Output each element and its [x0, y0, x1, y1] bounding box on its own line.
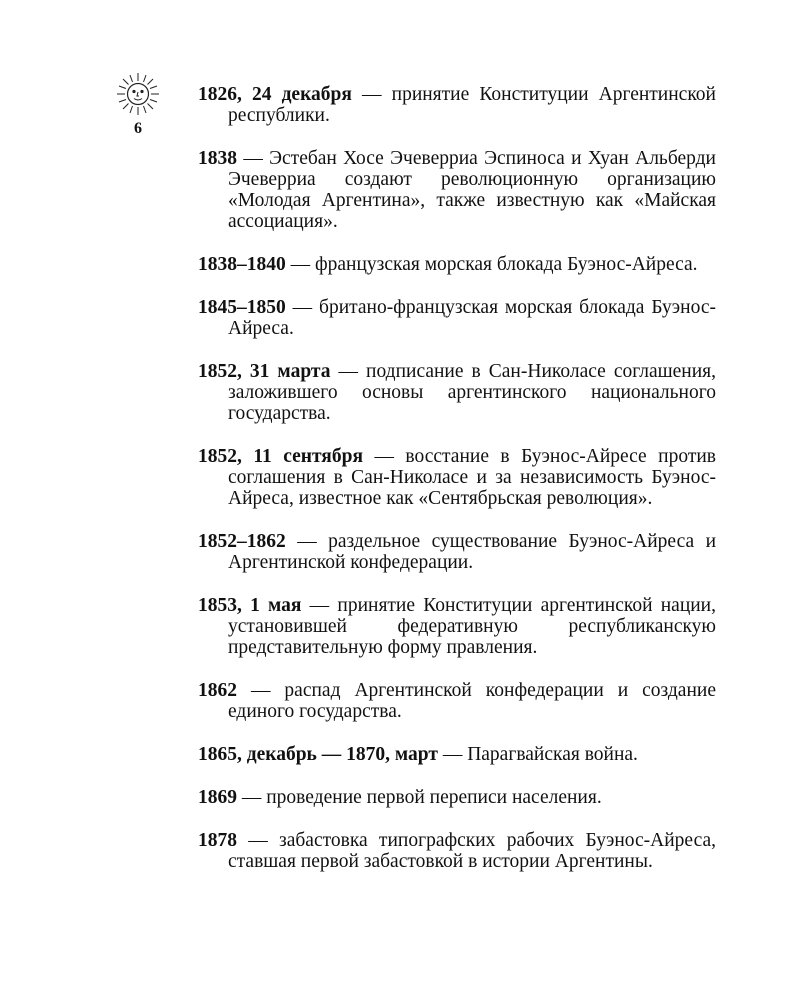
entry-text: — забастовка типографских рабочих Буэнос-Айреса, ставшая первой забастовкой в истории Аргентины. [228, 830, 716, 872]
chronology-entry [198, 680, 716, 722]
entry-text: — принятие Конституции аргентинской нации, установившей федеративную республиканскую представительную форму правления. [228, 595, 716, 658]
chronology-entry [198, 361, 716, 424]
chronology-list [198, 84, 716, 894]
entry-date: 1826, 24 декабря [198, 84, 352, 105]
entry-text: — распад Аргентинской конфедерации и создание единого государства. [228, 680, 716, 722]
entry-text: — Парагвайская война. [437, 744, 638, 765]
chronology-entry [198, 446, 716, 509]
chronology-entry [198, 744, 716, 765]
entry-date: 1852–1862 [198, 531, 286, 552]
entry-date: 1838 [198, 148, 237, 169]
entry-date: 1878 [198, 830, 237, 851]
entry-text: — Эстебан Хосе Эчеверриа Эспиноса и Хуан Альберди Эчеверриа создают революционную организацию «Молодая Аргентина», также известную как «Майская ассоциация». [228, 148, 716, 232]
entry-text: — принятие Конституции Аргентинской республики. [228, 84, 716, 126]
entry-text: — британо-французская морская блокада Буэнос-Айреса. [228, 297, 716, 339]
entry-date: 1852, 31 марта [198, 361, 331, 382]
entry-date: 1862 [198, 680, 237, 701]
sun-icon [116, 72, 160, 116]
chronology-entry [198, 595, 716, 658]
entry-date: 1865, декабрь — 1870, март [198, 744, 438, 765]
entry-date: 1838–1840 [198, 254, 286, 275]
entry-date: 1853, 1 мая [198, 595, 302, 616]
entry-text: — французская морская блокада Буэнос-Айреса. [285, 254, 698, 275]
chronology-entry [198, 84, 716, 126]
entry-date: 1845–1850 [198, 297, 286, 318]
chronology-entry [198, 787, 716, 808]
entry-text: — проведение первой переписи населения. [237, 787, 602, 808]
entry-text: — раздельное существование Буэнос-Айреса и Аргентинской конфедерации. [228, 531, 716, 573]
chronology-entry [198, 254, 716, 275]
chronology-entry [198, 297, 716, 339]
entry-date: 1869 [198, 787, 237, 808]
chronology-entry [198, 531, 716, 573]
entry-text: — подписание в Сан-Николасе соглашения, заложившего основы аргентинского национального государства. [228, 361, 716, 424]
page-number: 6 [134, 120, 142, 137]
chronology-entry [198, 148, 716, 232]
chronology-entry [198, 830, 716, 872]
entry-text: — восстание в Буэнос-Айресе против соглашения в Сан-Николасе и за независимость Буэнос-Айреса, известное как «Сентябрьская революция». [228, 446, 716, 509]
entry-date: 1852, 11 сентября [198, 446, 364, 467]
page-header-mark [114, 72, 162, 138]
